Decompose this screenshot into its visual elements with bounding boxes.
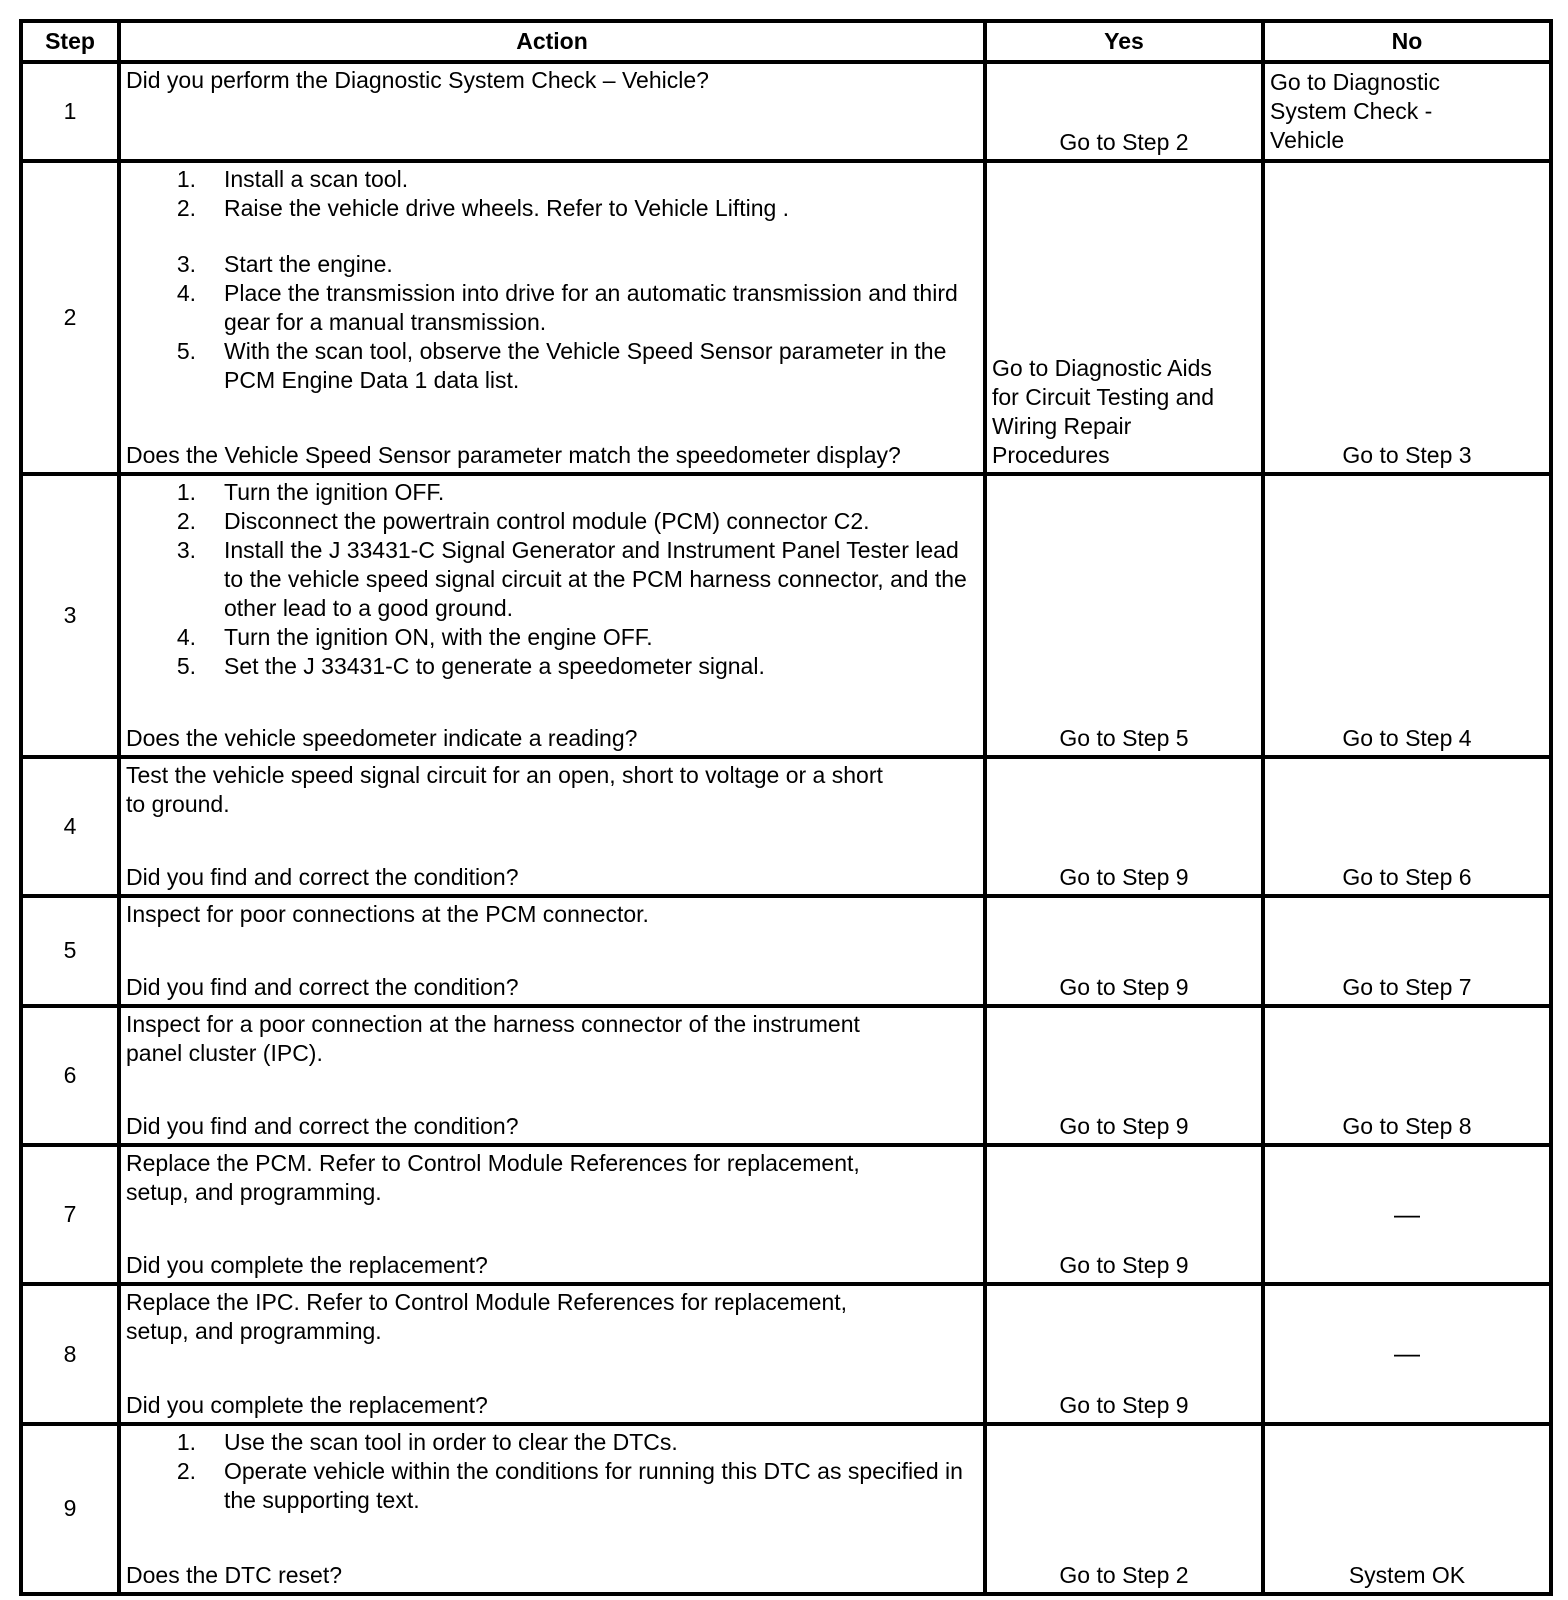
list-item: 1. Turn the ignition OFF. bbox=[176, 478, 445, 505]
header-no: No bbox=[1263, 21, 1551, 62]
action-text: Replace the IPC. Refer to Control Module References for replacement, setup, and programming. bbox=[126, 1289, 848, 1345]
header-row bbox=[21, 21, 1551, 62]
no-result: Go to Step 6 bbox=[1342, 864, 1472, 891]
no-result: Go to Step 3 bbox=[1342, 441, 1472, 468]
yes-cell bbox=[985, 757, 1263, 896]
list-item: 1. Install a scan tool. bbox=[176, 166, 409, 193]
step-number: 4 bbox=[21, 757, 119, 896]
header-yes: Yes bbox=[985, 21, 1263, 62]
yes-cell bbox=[985, 62, 1263, 161]
yes-result: Go to Step 9 bbox=[1059, 864, 1189, 891]
action-text: Replace the PCM. Refer to Control Module References for replacement, setup, and programming. bbox=[126, 1150, 860, 1206]
yes-result: Go to Step 2 bbox=[1059, 129, 1189, 156]
yes-cell bbox=[985, 474, 1263, 757]
list-item: 3. Install the J 33431-C Signal Generator and Instrument Panel Tester lead to the vehicle speed signal circuit at the PCM harness connector, and the other lead to a good ground. bbox=[176, 536, 967, 621]
list-item: 4. Turn the ignition ON, with the engine OFF. bbox=[176, 623, 653, 650]
list-item: 2. Disconnect the powertrain control module (PCM) connector C2. bbox=[176, 507, 870, 534]
step-number: 6 bbox=[21, 1006, 119, 1145]
action-cell bbox=[119, 161, 985, 474]
no-cell bbox=[1263, 1284, 1551, 1423]
step-number: 9 bbox=[21, 1424, 119, 1594]
yes-result: Go to Step 2 bbox=[1059, 1562, 1189, 1588]
no-cell bbox=[1263, 896, 1551, 1006]
table-row bbox=[21, 161, 1551, 474]
yes-cell bbox=[985, 161, 1263, 474]
yes-result: Go to Step 9 bbox=[1059, 1113, 1189, 1140]
action-text: Inspect for a poor connection at the harness connector of the instrument panel cluster (IPC). bbox=[126, 1010, 860, 1066]
yes-result: Go to Step 9 bbox=[1059, 1252, 1189, 1279]
no-result: Go to Step 7 bbox=[1342, 973, 1472, 1000]
no-cell bbox=[1263, 757, 1551, 896]
table-row bbox=[21, 1006, 1551, 1145]
step-number: 3 bbox=[21, 474, 119, 757]
yes-result: Go to Diagnostic Aids for Circuit Testing and Wiring Repair Procedures bbox=[992, 354, 1215, 468]
action-cell bbox=[119, 896, 985, 1006]
no-result: Go to Step 4 bbox=[1342, 724, 1472, 751]
action-question: Did you find and correct the condition? bbox=[126, 973, 519, 1000]
action-cell bbox=[119, 474, 985, 757]
action-cell bbox=[119, 1145, 985, 1284]
yes-cell bbox=[985, 1145, 1263, 1284]
yes-cell bbox=[985, 1424, 1263, 1594]
no-result: Go to Diagnostic System Check - Vehicle bbox=[1270, 69, 1441, 153]
procedure-list bbox=[126, 478, 977, 681]
list-item: 5. Set the J 33431-C to generate a speedometer signal. bbox=[176, 652, 765, 679]
no-result: — bbox=[1394, 1198, 1420, 1229]
no-result: Go to Step 8 bbox=[1342, 1113, 1472, 1140]
action-question: Does the DTC reset? bbox=[126, 1562, 343, 1588]
table-row bbox=[21, 1284, 1551, 1423]
step-number: 1 bbox=[21, 62, 119, 161]
yes-cell bbox=[985, 1284, 1263, 1423]
yes-cell bbox=[985, 896, 1263, 1006]
action-question: Did you find and correct the condition? bbox=[126, 864, 519, 891]
list-item: 5. With the scan tool, observe the Vehicle Speed Sensor parameter in the PCM Engine Data 1 data list. bbox=[176, 338, 947, 394]
no-cell bbox=[1263, 1145, 1551, 1284]
step-number: 5 bbox=[21, 896, 119, 1006]
action-cell bbox=[119, 1284, 985, 1423]
step-number: 8 bbox=[21, 1284, 119, 1423]
list-item: 2. Raise the vehicle drive wheels. Refer to Vehicle Lifting . bbox=[176, 195, 790, 222]
table-row bbox=[21, 62, 1551, 161]
no-cell bbox=[1263, 474, 1551, 757]
table-row bbox=[21, 757, 1551, 896]
table-row bbox=[21, 896, 1551, 1006]
action-text: Did you perform the Diagnostic System Check – Vehicle? bbox=[126, 67, 709, 93]
step-number: 7 bbox=[21, 1145, 119, 1284]
action-question: Does the Vehicle Speed Sensor parameter match the speedometer display? bbox=[126, 441, 901, 468]
header-action: Action bbox=[119, 21, 985, 62]
table-row bbox=[21, 1145, 1551, 1284]
action-text: Inspect for poor connections at the PCM connector. bbox=[126, 901, 649, 928]
no-cell bbox=[1263, 1006, 1551, 1145]
no-cell bbox=[1263, 161, 1551, 474]
table-row bbox=[21, 474, 1551, 757]
header-step: Step bbox=[21, 21, 119, 62]
list-item: 1. Use the scan tool in order to clear the DTCs. bbox=[176, 1428, 678, 1455]
procedure-list bbox=[126, 165, 977, 395]
action-cell bbox=[119, 757, 985, 896]
list-item: 2. Operate vehicle within the conditions for running this DTC as specified in the supporting text. bbox=[176, 1457, 963, 1513]
no-cell bbox=[1263, 62, 1551, 161]
no-result: — bbox=[1394, 1338, 1420, 1369]
table-row bbox=[21, 1424, 1551, 1594]
diagnostic-table bbox=[19, 19, 1553, 1596]
action-cell bbox=[119, 62, 985, 161]
yes-cell bbox=[985, 1006, 1263, 1145]
action-question: Did you complete the replacement? bbox=[126, 1252, 488, 1279]
yes-result: Go to Step 5 bbox=[1059, 724, 1189, 751]
yes-result: Go to Step 9 bbox=[1059, 1391, 1189, 1418]
action-cell bbox=[119, 1424, 985, 1594]
action-text: Test the vehicle speed signal circuit for an open, short to voltage or a short to ground. bbox=[126, 761, 883, 817]
list-item: 3. Start the engine. bbox=[176, 251, 393, 278]
action-question: Did you find and correct the condition? bbox=[126, 1113, 519, 1140]
step-number: 2 bbox=[21, 161, 119, 474]
no-result: System OK bbox=[1348, 1562, 1466, 1588]
no-cell bbox=[1263, 1424, 1551, 1594]
yes-result: Go to Step 9 bbox=[1059, 973, 1189, 1000]
action-question: Did you complete the replacement? bbox=[126, 1391, 488, 1418]
action-cell bbox=[119, 1006, 985, 1145]
action-question: Does the vehicle speedometer indicate a reading? bbox=[126, 724, 638, 751]
procedure-list bbox=[126, 1428, 977, 1515]
list-item: 4. Place the transmission into drive for an automatic transmission and third gear for a manual transmission. bbox=[176, 280, 958, 336]
